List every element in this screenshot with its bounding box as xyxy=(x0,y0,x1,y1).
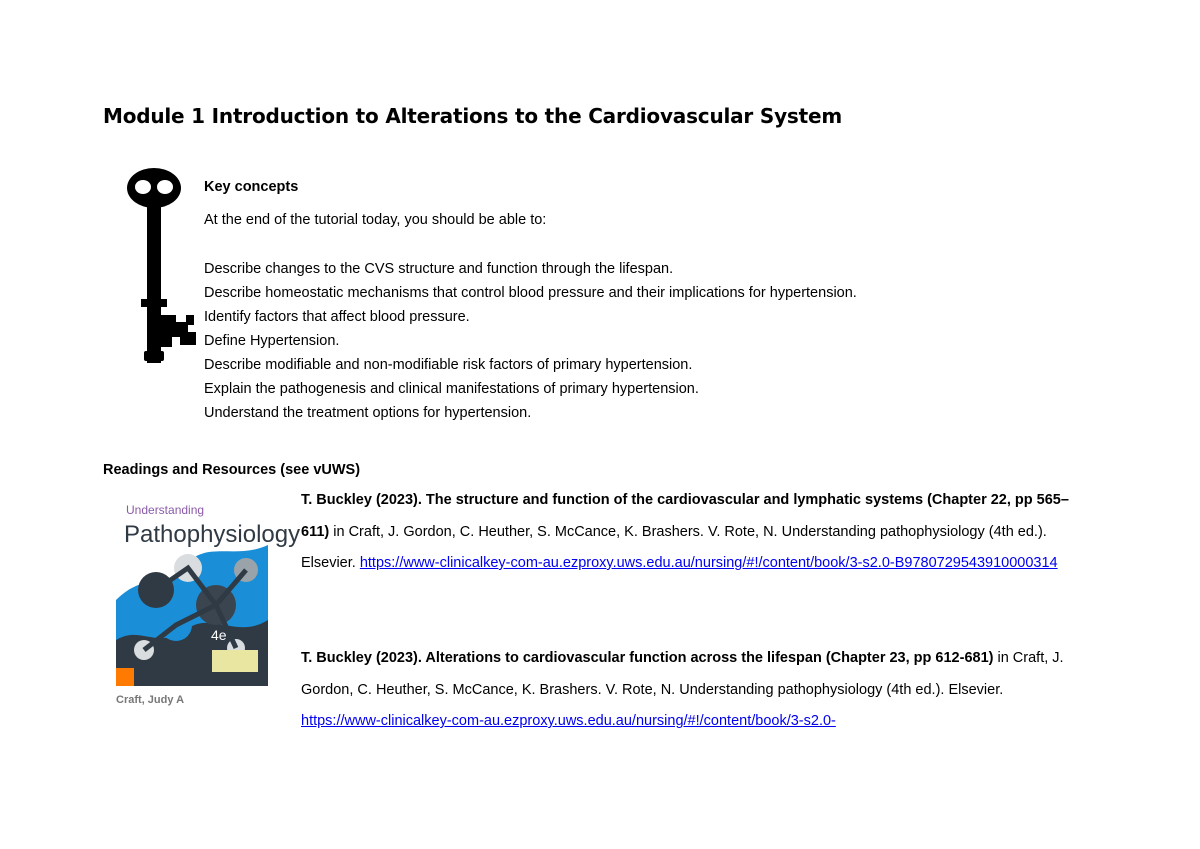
cover-title-line1: Understanding xyxy=(126,503,205,517)
key-icon xyxy=(122,165,197,367)
reference-item xyxy=(301,643,1071,738)
reference-citation-details: in Craft, J. Gordon, C. Heuther, S. McCance, K. Brashers. V. Rote, N. Understanding pathophysiology (4th ed.). Elsevier. xyxy=(301,523,1047,571)
objective-item: Identify factors that affect blood pressure. xyxy=(204,309,470,325)
objective-item: Describe homeostatic mechanisms that control blood pressure and their implications for hypertension. xyxy=(204,285,857,301)
book-cover-image xyxy=(116,490,301,686)
objective-item: Describe changes to the CVS structure and function through the lifespan. xyxy=(204,261,674,277)
objective-item: Define Hypertension. xyxy=(204,333,340,349)
reference-item xyxy=(301,485,1071,580)
reference-link[interactable]: https://www-clinicalkey-com-au.ezproxy.uws.edu.au/nursing/#!/content/book/3-s2.0- xyxy=(301,713,836,729)
cover-title-line2: Pathophysiology xyxy=(124,521,301,548)
book-cover-caption: Craft, Judy A xyxy=(116,694,185,706)
cover-edition: 4e xyxy=(211,627,227,643)
page-title: Module 1 Introduction to Alterations to the Cardiovascular System xyxy=(103,104,842,128)
key-concepts-intro: At the end of the tutorial today, you should be able to: xyxy=(204,212,547,228)
reference-citation-title: T. Buckley (2023). The structure and function of the cardiovascular and lymphatic systems (Chapter 22, pp 565–611) xyxy=(301,492,1069,540)
objective-item: Explain the pathogenesis and clinical manifestations of primary hypertension. xyxy=(204,381,699,397)
key-concepts-heading: Key concepts xyxy=(204,179,299,195)
reference-citation-details: in Craft, J. Gordon, C. Heuther, S. McCance, K. Brashers. V. Rote, N. Understanding pathophysiology (4th ed.). Elsevier. xyxy=(301,650,1064,698)
objective-item: Understand the treatment options for hypertension. xyxy=(204,405,532,421)
readings-heading: Readings and Resources (see vUWS) xyxy=(103,462,361,478)
reference-link[interactable]: https://www-clinicalkey-com-au.ezproxy.uws.edu.au/nursing/#!/content/book/3-s2.0-B9780729543910000314 xyxy=(359,555,1058,571)
reference-citation-title: T. Buckley (2023). Alterations to cardiovascular function across the lifespan (Chapter 23, pp 612-681) xyxy=(301,650,994,666)
learning-objectives-list xyxy=(204,257,857,425)
objective-item: Describe modifiable and non-modifiable risk factors of primary hypertension. xyxy=(204,357,693,373)
